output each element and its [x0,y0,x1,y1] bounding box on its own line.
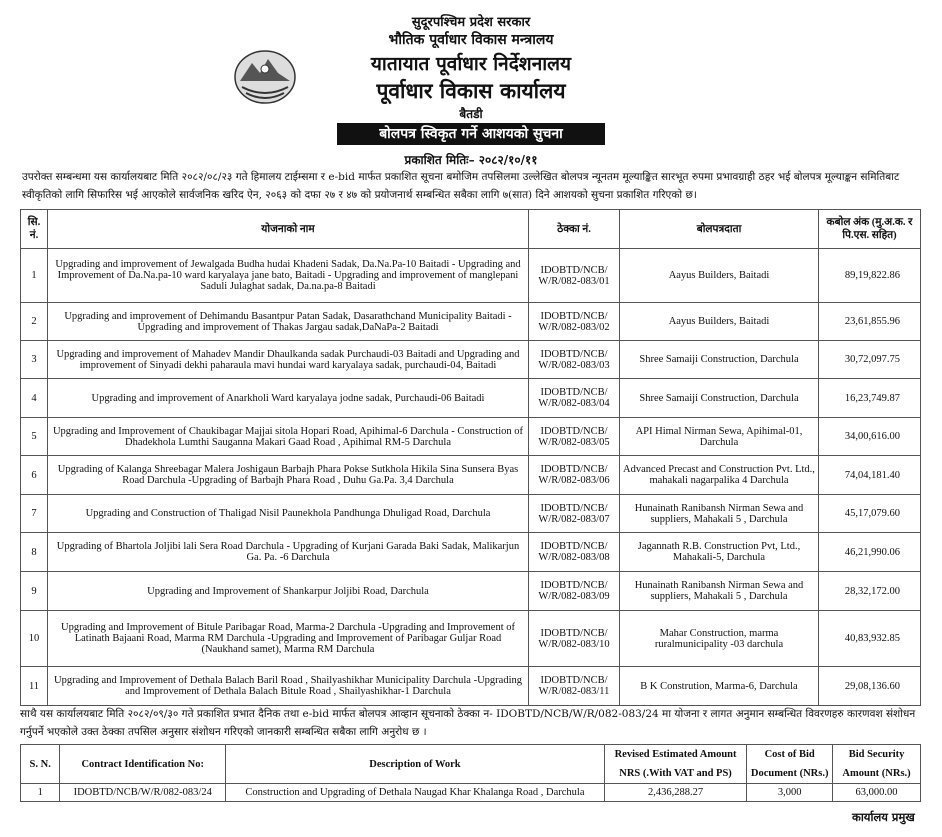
cell-bidder: Shree Samaiji Construction, Darchula [620,341,819,379]
col-sn: सि. नं. [21,210,48,249]
cell-sn: 1 [21,784,60,802]
table-row [21,572,921,611]
cell-bidder: Hunainath Ranibansh Nirman Sewa and suppliers, Mahakali 5 , Darchula [620,572,819,611]
cell-bidder: Advanced Precast and Construction Pvt. Ltd., mahakali nagarpalika 4 Darchula [620,456,819,495]
cell-contract-no: IDOBTD/NCB/ W/R/082-083/08 [529,533,620,572]
cell-sn: 8 [21,533,48,572]
cell-doc-cost: 3,000 [747,784,833,802]
cell-bid-security: 63,000.00 [833,784,921,802]
intro-paragraph: उपरोक्त सम्बन्धमा यस कार्यालयबाट मिति २०८२/०८/२३ गते हिमालय टाईम्समा र e-bid मार्फत प्रकाशित सूचना बमोजिम तपसिलमा उल्लेखित बोलपत्र न्यूनतम मूल्याङ्कित सारभूत रुपमा प्रभावग्राही ठहर भई बोलपत्र मूल्याङ्कन समितिबाट स्वीकृतिको लागि सिफारिस भई आएकोले सार्वजनिक खरिद ऐन, २०६३ को दफा २७ र ४७ को प्रयोजनार्थ सम्बन्धित सबैका लागि ७(सात) दिने आशयको सुचना प्रकाशित गरिएको छ। [22,171,900,201]
col-description: Description of Work [226,745,605,784]
cell-sn: 1 [21,249,48,303]
cell-amount: 89,19,822.86 [819,249,921,303]
cell-sn: 11 [21,667,48,706]
cell-contract-id: IDOBTD/NCB/W/R/082-083/24 [60,784,226,802]
cell-amount: 29,08,136.60 [819,667,921,706]
notice-banner: बोलपत्र स्विकृत गर्ने आशयको सुचना [337,123,605,145]
cell-bidder: Jagannath R.B. Construction Pvt, Ltd., Mahakali-5, Darchula [620,533,819,572]
cell-estimate: 2,436,288.27 [604,784,746,802]
cell-project-name: Upgrading and improvement of Dehimandu Basantpur Patan Sadak, Dasarathchand Municipality Baitadi -Upgrading and improvement of Thakas Jargau sadak,DaNaPa-2 Baitadi [48,303,529,341]
cell-contract-no: IDOBTD/NCB/ W/R/082-083/01 [529,249,620,303]
col-bid-security: Bid Security Amount (NRs.) [833,745,921,784]
cell-project-name: Upgrading and Improvement of Dethala Balach Baril Road , Shailyashikhar Municipality Darchula -Upgrading and Improvement of Dethala Balach Bitule Road , Shailyashikhar-1 Darchula [48,667,529,706]
amendment-table [20,744,921,802]
cell-amount: 28,32,172.00 [819,572,921,611]
col-doc-cost: Cost of Bid Document (NRs.) [747,745,833,784]
cell-project-name: Upgrading of Bhartola Joljibi lali Sera Road Darchula - Upgrading of Kurjani Garada Baki Sadak, Malikarjun Ga. Pa. -6 Darchula [48,533,529,572]
cell-project-name: Upgrading and Improvement of Bitule Paribagar Road, Marma-2 Darchula -Upgrading and Improvement of Latinath Bajaani Road, Marma RM Darchula -Upgrading and Improvement of Paribagar Guljar Road (Naukhand samet), Marma RM Darchula [48,611,529,667]
cell-contract-no: IDOBTD/NCB/ W/R/082-083/10 [529,611,620,667]
cell-contract-no: IDOBTD/NCB/ W/R/082-083/04 [529,379,620,418]
col-project-name: योजनाको नाम [48,210,529,249]
col-contract-id: Contract Identification No: [60,745,226,784]
table-row [21,456,921,495]
cell-project-name: Upgrading of Kalanga Shreebagar Malera Joshigaun Barbajh Phara Pokse Sutkhola Hikila Sina Sunsera Byas Road Darchula -Upgrading of Barbajh Phara Road , Duhu Ga.Pa. 3,4 Darchula [48,456,529,495]
cell-contract-no: IDOBTD/NCB/ W/R/082-083/05 [529,418,620,456]
cell-contract-no: IDOBTD/NCB/ W/R/082-083/09 [529,572,620,611]
cell-sn: 6 [21,456,48,495]
col-contract-no: ठेक्का नं. [529,210,620,249]
cell-bidder: Aayus Builders, Baitadi [620,303,819,341]
header-line-1: सुदूरपश्चिम प्रदेश सरकार [411,15,531,30]
table-row [21,303,921,341]
contracts-table [20,209,921,706]
table-row [21,784,921,802]
header-line-4: पूर्वाधार विकास कार्यालय [376,78,566,103]
cell-bidder: Shree Samaiji Construction, Darchula [620,379,819,418]
cell-description: Construction and Upgrading of Dethala Naugad Khar Khalanga Road , Darchula [226,784,605,802]
cell-bidder: Hunainath Ranibansh Nirman Sewa and suppliers, Mahakali 5 , Darchula [620,495,819,533]
published-date: प्रकाशित मितिः– २०८२/१०/११ [404,153,538,167]
cell-sn: 3 [21,341,48,379]
cell-amount: 40,83,932.85 [819,611,921,667]
cell-sn: 2 [21,303,48,341]
table-row [21,533,921,572]
col-estimate: Revised Estimated Amount NRS (.With VAT and PS) [604,745,746,784]
cell-bidder: Mahar Construction, marma ruralmunicipality -03 darchula [620,611,819,667]
col-bidder: बोलपत्रदाता [620,210,819,249]
amendment-note: साथै यस कार्यालयबाट मिति २०८२/०९/३० गते प्रकाशित प्रभात दैनिक तथा e-bid मार्फत बोलपत्र आव्हान सूचनाको ठेक्का न- IDOBTD/NCB/W/R/082-083/24 मा योजना र लागत अनुमान सम्बन्धित विवरणहरु कारणवश संशोधन गर्नुपर्ने भएकोले उक्त ठेक्का तपसिल अनुसार संशोधन गरिएको जानकारी सम्बन्धित सबैका लागि अनुरोध छ । [20,708,916,738]
cell-contract-no: IDOBTD/NCB/ W/R/082-083/07 [529,495,620,533]
cell-amount: 23,61,855.96 [819,303,921,341]
cell-amount: 74,04,181.40 [819,456,921,495]
cell-bidder: Aayus Builders, Baitadi [620,249,819,303]
cell-sn: 9 [21,572,48,611]
col-sn: S. N. [21,745,60,784]
cell-sn: 7 [21,495,48,533]
cell-contract-no: IDOBTD/NCB/ W/R/082-083/11 [529,667,620,706]
cell-amount: 46,21,990.06 [819,533,921,572]
table-row [21,249,921,303]
cell-amount: 34,00,616.00 [819,418,921,456]
cell-bidder: API Himal Nirman Sewa, Apihimal-01, Darchula [620,418,819,456]
cell-amount: 45,17,079.60 [819,495,921,533]
cell-project-name: Upgrading and Improvement of Shankarpur Joljibi Road, Darchula [48,572,529,611]
col-bid-amount: कबोल अंक (मु.अ.क. र पि.एस. सहित) [819,210,921,249]
cell-project-name: Upgrading and improvement of Anarkholi Ward karyalaya jodne sadak, Purchaudi-06 Baitadi [48,379,529,418]
cell-contract-no: IDOBTD/NCB/ W/R/082-083/03 [529,341,620,379]
header-line-3: यातायात पूर्वाधार निर्देशनालय [370,53,572,75]
cell-amount: 16,23,749.87 [819,379,921,418]
cell-project-name: Upgrading and Improvement of Chaukibagar Majjai sitola Hopari Road, Apihimal-6 Darchula - Construction of Dhadekhola Lumthi Sauganna Makari Gaad Road , Apihimal RM-5 Darchula [48,418,529,456]
signature: कार्यालय प्रमुख [852,810,915,824]
cell-bidder: B K Constrution, Marma-6, Darchula [620,667,819,706]
cell-contract-no: IDOBTD/NCB/ W/R/082-083/06 [529,456,620,495]
cell-sn: 5 [21,418,48,456]
header-line-2: भौतिक पूर्वाधार विकास मन्त्रालय [388,32,554,48]
cell-project-name: Upgrading and improvement of Jewalgada Budha hudai Khadeni Sadak, Da.Na.Pa-10 Baitadi - Upgrading and Improvement of Da.Na.pa-10 ward karyalaya jane bato, Baitadi - Upgrading and improvement of manglepani Saduli Julaghat sadak, Da.na.pa-8 Baitadi [48,249,529,303]
table-row [21,341,921,379]
table-row [21,379,921,418]
table-row [21,495,921,533]
cell-project-name: Upgrading and Construction of Thaligad Nisil Paunekhola Pandhunga Dhuligad Road, Darchula [48,495,529,533]
cell-project-name: Upgrading and improvement of Mahadev Mandir Dhaulkanda sadak Purchaudi-03 Baitadi and Upgrading and improvement of Sinyadi dekhi paharaula mavi hundai ward karyalaya sadak, purchaudi-04, Baitadi [48,341,529,379]
table-row [21,611,921,667]
cell-amount: 30,72,097.75 [819,341,921,379]
table-row [21,418,921,456]
header-line-5: बैतडी [459,107,483,121]
cell-contract-no: IDOBTD/NCB/ W/R/082-083/02 [529,303,620,341]
table-row [21,667,921,706]
cell-sn: 4 [21,379,48,418]
cell-sn: 10 [21,611,48,667]
